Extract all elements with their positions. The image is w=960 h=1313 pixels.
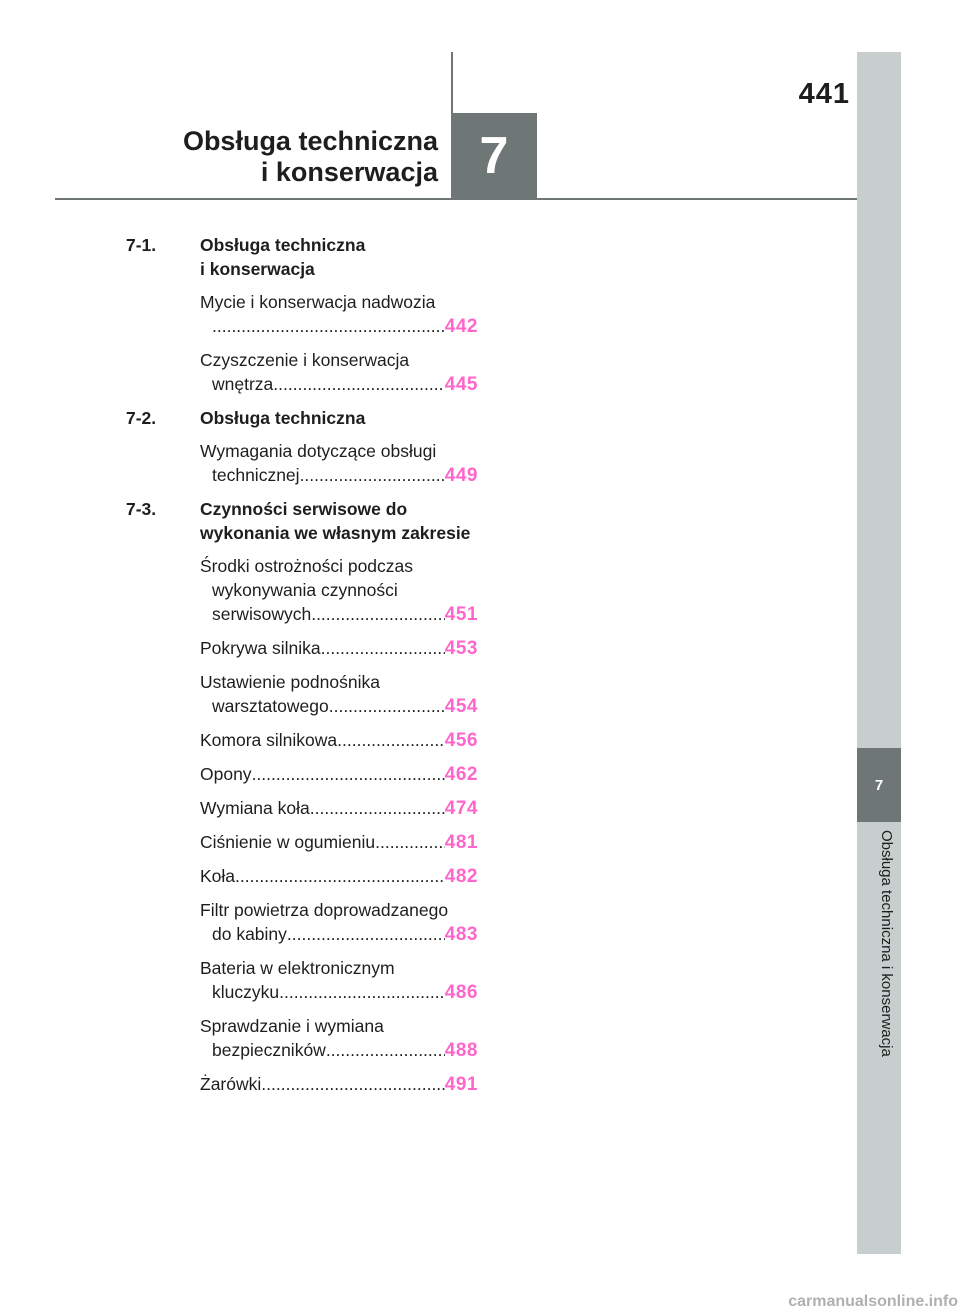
- toc-entry-leader-row: [200, 864, 478, 889]
- toc-entry-leader-row: [200, 762, 478, 787]
- toc-page-link[interactable]: 451: [444, 604, 478, 625]
- table-of-contents: [126, 233, 478, 1106]
- toc-entry-leader-row: [200, 922, 478, 947]
- toc-page-link[interactable]: 449: [444, 465, 478, 486]
- toc-entry[interactable]: [200, 956, 478, 1005]
- toc-entry-text: warsztatowego: [212, 696, 329, 716]
- toc-leader-dots: [273, 372, 445, 396]
- toc-entries: [200, 290, 478, 397]
- chapter-title: [183, 126, 438, 188]
- toc-entry-text: Koła: [200, 866, 236, 886]
- header-rule: [55, 198, 857, 200]
- toc-page-link[interactable]: 491: [444, 1074, 478, 1095]
- toc-entry-text: serwisowych: [212, 604, 312, 624]
- toc-entry-text: Pokrywa silnika: [200, 638, 321, 658]
- toc-entry-leader-row: [200, 694, 478, 719]
- toc-entries: [200, 554, 478, 1097]
- toc-entry[interactable]: [200, 864, 478, 889]
- toc-entries: [200, 439, 478, 488]
- toc-section: [126, 233, 478, 281]
- toc-page-link[interactable]: 486: [444, 982, 478, 1003]
- chapter-number: 7: [451, 113, 537, 199]
- toc-page-link[interactable]: 483: [444, 924, 478, 945]
- toc-entry-leader-row: [200, 602, 478, 627]
- toc-entry-text: bezpieczników: [212, 1040, 326, 1060]
- toc-entry-text: Ustawienie podnośnika: [200, 672, 380, 692]
- toc-entry-text: Ciśnienie w ogumieniu: [200, 832, 376, 852]
- toc-entry[interactable]: [200, 898, 478, 947]
- toc-leader-dots: [300, 463, 445, 487]
- toc-leader-dots: [311, 602, 445, 626]
- toc-entry[interactable]: [200, 830, 478, 855]
- toc-page-link[interactable]: 481: [444, 832, 478, 853]
- toc-entry[interactable]: [200, 1014, 478, 1063]
- toc-section: [126, 497, 478, 545]
- toc-entry-text: Wymagania dotyczące obsługi: [200, 441, 437, 461]
- watermark: carmanualsonline.info: [788, 1293, 958, 1310]
- toc-entry-text: Opony: [200, 764, 252, 784]
- toc-section-number: 7-1.: [126, 235, 157, 255]
- toc-entry-leader-row: [200, 980, 478, 1005]
- toc-page-link[interactable]: 442: [444, 316, 478, 337]
- toc-entry-text: kluczyku: [212, 982, 280, 1002]
- toc-entry[interactable]: [200, 290, 478, 339]
- toc-leader-dots: [212, 314, 445, 338]
- toc-page-link[interactable]: 454: [444, 696, 478, 717]
- toc-page-link[interactable]: 474: [444, 798, 478, 819]
- toc-entry[interactable]: [200, 670, 478, 719]
- toc-entry-leader-row: [200, 636, 478, 661]
- toc-entry-text: Środki ostrożności podczas: [200, 556, 414, 576]
- toc-entry-leader-row: [200, 463, 478, 488]
- toc-entry-text: do kabiny: [212, 924, 287, 944]
- page-number: 441: [798, 78, 850, 110]
- toc-entry[interactable]: [200, 348, 478, 397]
- toc-entry-leader-row: [200, 314, 478, 339]
- toc-page-link[interactable]: 462: [444, 764, 478, 785]
- toc-entry[interactable]: [200, 636, 478, 661]
- toc-section-title: Obsługa techniczna i konserwacja: [200, 235, 366, 279]
- toc-leader-dots: [252, 762, 445, 786]
- toc-leader-dots: [310, 796, 445, 820]
- toc-entry[interactable]: [200, 554, 478, 627]
- toc-entry-text: Żarówki: [200, 1074, 262, 1094]
- toc-section: [126, 406, 478, 430]
- chapter-title-line1: Obsługa techniczna: [182, 126, 438, 156]
- side-tab-number: 7: [857, 748, 901, 822]
- toc-entry-leader-row: [200, 372, 478, 397]
- toc-leader-dots: [326, 1038, 445, 1062]
- toc-entry[interactable]: [200, 1072, 478, 1097]
- toc-entry-text: wnętrza: [212, 374, 274, 394]
- toc-page-link[interactable]: 488: [444, 1040, 478, 1061]
- toc-leader-dots: [279, 980, 445, 1004]
- toc-entry-text: Sprawdzanie i wymiana: [200, 1016, 384, 1036]
- toc-section-number: 7-2.: [126, 408, 157, 428]
- toc-leader-dots: [375, 830, 445, 854]
- toc-page-link[interactable]: 453: [444, 638, 478, 659]
- toc-entry-leader-row: [200, 796, 478, 821]
- toc-leader-dots: [261, 1072, 445, 1096]
- toc-entry[interactable]: [200, 728, 478, 753]
- toc-entry-text: Bateria w elektronicznym: [200, 958, 395, 978]
- toc-entry-text: Czyszczenie i konserwacja: [200, 350, 410, 370]
- toc-page-link[interactable]: 482: [444, 866, 478, 887]
- toc-entry-text: wykonywania czynności: [212, 580, 398, 600]
- toc-leader-dots: [337, 728, 445, 752]
- toc-entry-text: technicznej: [212, 465, 300, 485]
- toc-entry-leader-row: [200, 1072, 478, 1097]
- toc-entry-text: Komora silnikowa: [200, 730, 338, 750]
- toc-entry[interactable]: [200, 439, 478, 488]
- toc-leader-dots: [329, 694, 445, 718]
- toc-section-number: 7-3.: [126, 499, 157, 519]
- toc-leader-dots: [287, 922, 445, 946]
- toc-page-link[interactable]: 445: [444, 374, 478, 395]
- toc-page-link[interactable]: 456: [444, 730, 478, 751]
- toc-leader-dots: [321, 636, 445, 660]
- toc-entry-text: Mycie i konserwacja nadwozia: [200, 292, 436, 312]
- toc-entry[interactable]: [200, 762, 478, 787]
- toc-entry-text: Wymiana koła: [200, 798, 310, 818]
- toc-entry-leader-row: [200, 1038, 478, 1063]
- toc-entry-leader-row: [200, 830, 478, 855]
- toc-entry-leader-row: [200, 728, 478, 753]
- chapter-title-line2: i konserwacja: [260, 157, 438, 187]
- toc-section-title: Czynności serwisowe do wykonania we własnym zakresie: [200, 499, 471, 543]
- toc-section-title: Obsługa techniczna: [200, 408, 366, 428]
- toc-leader-dots: [235, 864, 445, 888]
- toc-entry[interactable]: [200, 796, 478, 821]
- side-tab-label: Obsługa techniczna i konserwacja: [878, 830, 895, 1057]
- toc-entry-text: Filtr powietrza doprowadzanego: [200, 900, 449, 920]
